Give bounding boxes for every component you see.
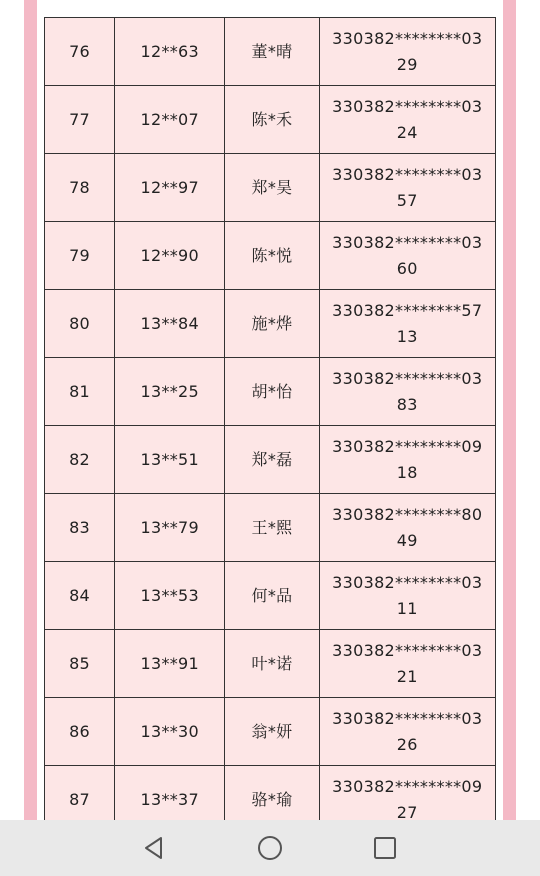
table-row bbox=[45, 426, 496, 494]
table-row bbox=[45, 766, 496, 821]
id-line-2: 27 bbox=[396, 802, 418, 820]
home-button[interactable] bbox=[250, 828, 290, 868]
masked-name-cell: 陈*禾 bbox=[225, 86, 319, 154]
table-row bbox=[45, 222, 496, 290]
id-line-2: 26 bbox=[396, 734, 418, 754]
table-row bbox=[45, 562, 496, 630]
table-scroll-area[interactable] bbox=[44, 0, 496, 820]
row-number-cell: 85 bbox=[45, 630, 115, 698]
home-circle-icon bbox=[256, 834, 284, 862]
masked-code-cell: 12**07 bbox=[115, 86, 225, 154]
roster-table bbox=[44, 17, 496, 820]
id-line-2: 49 bbox=[396, 530, 418, 550]
back-button[interactable] bbox=[134, 828, 174, 868]
id-line-1: 330382********03 bbox=[332, 28, 483, 48]
id-line-1: 330382********09 bbox=[332, 776, 483, 796]
id-line-1: 330382********03 bbox=[332, 164, 483, 184]
row-number-cell: 78 bbox=[45, 154, 115, 222]
table-row bbox=[45, 494, 496, 562]
masked-name-cell: 王*熙 bbox=[225, 494, 319, 562]
table-row bbox=[45, 154, 496, 222]
row-number-cell: 84 bbox=[45, 562, 115, 630]
masked-name-cell: 董*晴 bbox=[225, 18, 319, 86]
row-number-cell: 83 bbox=[45, 494, 115, 562]
table-row bbox=[45, 698, 496, 766]
masked-id-cell bbox=[319, 562, 495, 630]
masked-code-cell: 13**53 bbox=[115, 562, 225, 630]
masked-code-cell: 13**25 bbox=[115, 358, 225, 426]
left-side-band bbox=[24, 0, 37, 820]
masked-name-cell: 翁*妍 bbox=[225, 698, 319, 766]
id-line-1: 330382********80 bbox=[332, 504, 483, 524]
masked-id-cell bbox=[319, 86, 495, 154]
masked-id-cell bbox=[319, 18, 495, 86]
recents-square-icon bbox=[372, 835, 398, 861]
masked-id-cell bbox=[319, 630, 495, 698]
id-line-2: 11 bbox=[396, 598, 418, 618]
id-line-1: 330382********03 bbox=[332, 640, 483, 660]
id-line-1: 330382********03 bbox=[332, 96, 483, 116]
id-line-1: 330382********09 bbox=[332, 436, 483, 456]
masked-code-cell: 13**37 bbox=[115, 766, 225, 821]
id-line-2: 24 bbox=[396, 122, 418, 142]
masked-name-cell: 郑*磊 bbox=[225, 426, 319, 494]
id-line-1: 330382********03 bbox=[332, 572, 483, 592]
masked-id-cell bbox=[319, 290, 495, 358]
masked-id-cell bbox=[319, 494, 495, 562]
roster-table-body bbox=[45, 18, 496, 821]
id-line-2: 83 bbox=[396, 394, 418, 414]
recents-button[interactable] bbox=[365, 828, 405, 868]
id-line-1: 330382********57 bbox=[332, 300, 483, 320]
row-number-cell: 80 bbox=[45, 290, 115, 358]
table-row bbox=[45, 18, 496, 86]
masked-code-cell: 12**63 bbox=[115, 18, 225, 86]
table-row bbox=[45, 358, 496, 426]
masked-code-cell: 13**84 bbox=[115, 290, 225, 358]
masked-code-cell: 13**79 bbox=[115, 494, 225, 562]
row-number-cell: 86 bbox=[45, 698, 115, 766]
row-number-cell: 76 bbox=[45, 18, 115, 86]
table-row bbox=[45, 290, 496, 358]
masked-name-cell: 陈*悦 bbox=[225, 222, 319, 290]
masked-id-cell bbox=[319, 698, 495, 766]
row-number-cell: 79 bbox=[45, 222, 115, 290]
masked-id-cell bbox=[319, 154, 495, 222]
masked-name-cell: 骆*瑜 bbox=[225, 766, 319, 821]
masked-id-cell bbox=[319, 766, 495, 821]
id-line-2: 29 bbox=[396, 54, 418, 74]
masked-name-cell: 叶*诺 bbox=[225, 630, 319, 698]
masked-code-cell: 12**97 bbox=[115, 154, 225, 222]
id-line-2: 60 bbox=[396, 258, 418, 278]
id-line-2: 18 bbox=[396, 462, 418, 482]
id-line-1: 330382********03 bbox=[332, 368, 483, 388]
row-number-cell: 77 bbox=[45, 86, 115, 154]
id-line-1: 330382********03 bbox=[332, 708, 483, 728]
masked-name-cell: 胡*怡 bbox=[225, 358, 319, 426]
masked-name-cell: 何*品 bbox=[225, 562, 319, 630]
right-side-band bbox=[503, 0, 516, 820]
masked-code-cell: 13**91 bbox=[115, 630, 225, 698]
masked-id-cell bbox=[319, 358, 495, 426]
id-line-2: 13 bbox=[396, 326, 418, 346]
masked-name-cell: 施*烨 bbox=[225, 290, 319, 358]
masked-id-cell bbox=[319, 222, 495, 290]
masked-id-cell bbox=[319, 426, 495, 494]
masked-code-cell: 13**51 bbox=[115, 426, 225, 494]
row-number-cell: 82 bbox=[45, 426, 115, 494]
android-navigation-bar bbox=[0, 820, 540, 876]
masked-code-cell: 12**90 bbox=[115, 222, 225, 290]
masked-code-cell: 13**30 bbox=[115, 698, 225, 766]
id-line-2: 21 bbox=[396, 666, 418, 686]
id-line-2: 57 bbox=[396, 190, 418, 210]
id-line-1: 330382********03 bbox=[332, 232, 483, 252]
row-number-cell: 81 bbox=[45, 358, 115, 426]
masked-name-cell: 郑*昊 bbox=[225, 154, 319, 222]
row-number-cell: 87 bbox=[45, 766, 115, 821]
table-row bbox=[45, 630, 496, 698]
back-triangle-icon bbox=[141, 835, 167, 861]
table-row bbox=[45, 86, 496, 154]
